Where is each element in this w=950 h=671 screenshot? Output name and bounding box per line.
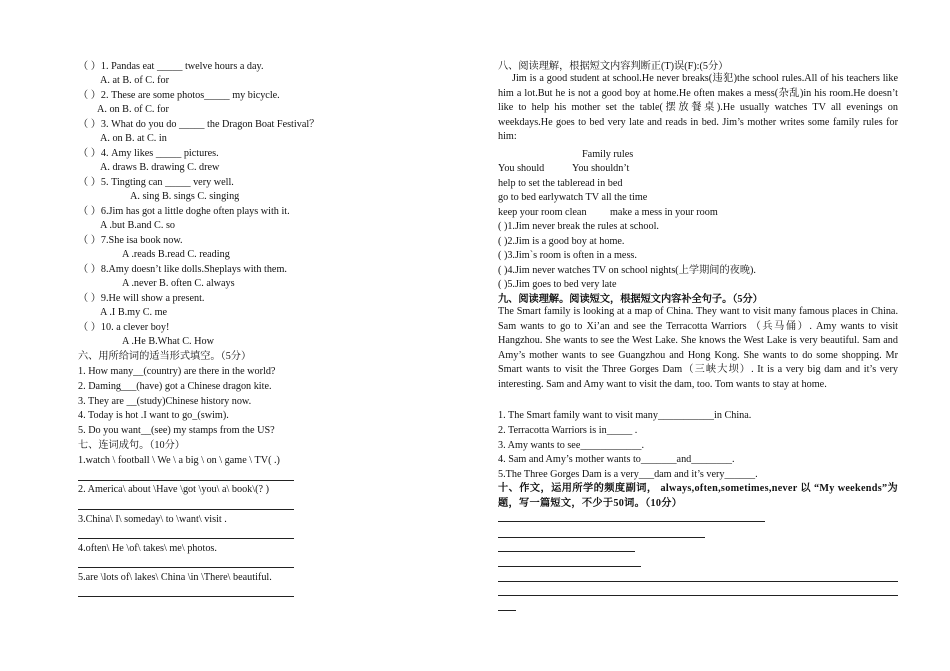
rules-row-1-a: You should [498,163,545,174]
mc-options-4: A. draws B. drawing C. drew [100,162,220,173]
rules-row-2: help to set the tableread in bed [498,178,623,189]
fill-item-3: 3. They are __(study)Chinese history now. [78,396,252,407]
fill-sentence-2: 2. Terracotta Warriors is in_____ . [498,425,638,436]
reorder-item-4: 4.often\ He \of\ takes\ me\ photos. [78,543,217,554]
tf-item-1: ( )1.Jim never break the rules at school. [498,221,659,232]
reorder-item-5: 5.are \lots of\ lakes\ China \in \There\ beautiful. [78,572,272,583]
rules-title: Family rules [582,149,634,160]
tf-item-3: ( )3.Jim`s room is often in a mess. [498,250,637,261]
mc-question-2: （ ）2. These are some photos_____ my bicycle. [78,90,280,101]
rules-row-3: go to bed earlywatch TV all the time [498,192,648,203]
section-9-title: 九、阅读理解。阅读短文，根据短文内容补全句子。（5分） [498,294,763,305]
answer-line-3 [78,538,294,539]
mc-question-6: （ ）6.Jim has got a little doghe often plays with it. [78,206,290,217]
section-10-title: 十、作文，运用所学的频度副词， always,often,sometimes,never 以 “My weekends”为题，写一篇短文，不少于50词。（10分） [498,483,898,509]
essay-line-4 [498,566,641,567]
answer-line-2 [78,509,294,510]
answer-line-5 [78,596,294,597]
mc-question-8: （ ）8.Amy doesn’t like dolls.Sheplays with them. [78,264,287,275]
fill-item-4: 4. Today is hot .I want to go_(swim). [78,410,229,421]
fill-item-5: 5. Do you want__(see) my stamps from the US? [78,425,275,436]
mc-question-10: （ ）10. a clever boy! [78,322,170,333]
mc-options-2: A. on B. of C. for [97,104,169,115]
reorder-item-2: 2. America\ about \Have \got \you\ a\ book\(? ) [78,484,269,495]
essay-line-1 [498,521,765,522]
essay-line-3 [498,551,635,552]
reorder-item-1: 1.watch \ football \ We \ a big \ on \ game \ TV( .) [78,455,280,466]
section-8-passage: Jim is a good student at school.He never breaks(违犯)the school rules.All of his teachers like him a lot.But he is not a good boy at home.He often makes a mess(杂乱)in his room.He doesn’t like to help his mother set the table(摆放餐桌).He usually watches TV all evenings on weekdays.He goes to bed very late and reads in bed. Jim’s mother writes some family rules for him: [498,73,898,143]
mc-options-7: A .reads B.read C. reading [122,249,230,260]
mc-options-1: A. at B. of C. for [100,75,170,86]
mc-options-10: A .He B.What C. How [122,336,214,347]
mc-options-6: A .but B.and C. so [100,220,175,231]
mc-question-1: （ ）1. Pandas eat _____ twelve hours a day. [78,61,264,72]
fill-sentence-3: 3. Amy wants to see____________. [498,440,645,451]
section-9-passage: The Smart family is looking at a map of China. They want to visit many famous places in China. Sam wants to go to Xi’an and see the Terracotta Warriors （兵马俑）. Amy wants to visit Hangzhou. She wants to see the West Lake. She knows the West Lake is very beautiful. Sam and Amy’s mother wants to see Guangzhou and Hong Kong. She wants to do some shopping. Mr Smart wants to visit the Three Gorges Dam（三峡大坝）. It is a very big dam and it’s very interesting. Sam and Amy want to visit the dam, too. Tom wants to stay at home. [498,306,898,390]
fill-item-1: 1. How many__(country) are there in the world? [78,366,276,377]
mc-options-8: A .never B. often C. always [122,278,235,289]
tf-item-4: ( )4.Jim never watches TV on school nights(上学期间的夜晚). [498,265,756,276]
fill-sentence-4: 4. Sam and Amy’s mother wants to_______and________. [498,454,735,465]
mc-question-5: （ ）5. Tingting can _____ very well. [78,177,234,188]
mc-options-5: A. sing B. sings C. singing [130,191,240,202]
mc-options-9: A .I B.my C. me [100,307,168,318]
essay-line-6 [498,595,898,596]
section-8-title: 八、阅读理解，根据短文内容判断正(T)误(F):(5分） [498,61,729,72]
essay-line-7 [498,610,516,611]
essay-line-5 [498,581,898,582]
rules-row-1-b: You shouldn’t [572,163,630,174]
mc-question-7: （ ）7.She isa book now. [78,235,183,246]
rules-row-4-a: keep your room clean [498,207,587,218]
tf-item-2: ( )2.Jim is a good boy at home. [498,236,625,247]
mc-question-4: （ ）4. Amy likes _____ pictures. [78,148,219,159]
reorder-item-3: 3.China\ I\ someday\ to \want\ visit . [78,514,227,525]
mc-question-3: （ ）3. What do you do _____ the Dragon Boat Festival？ [78,119,320,130]
mc-question-9: （ ）9.He will show a present. [78,293,205,304]
tf-item-5: ( )5.Jim goes to bed very late [498,279,617,290]
answer-line-4 [78,567,294,568]
rules-row-4-b: make a mess in your room [610,207,718,218]
section-7-title: 七、连词成句。（10分） [78,440,185,451]
fill-sentence-5: 5.The Three Gorges Dam is a very___dam and it’s very______. [498,469,758,480]
section-6-title: 六、用所给词的适当形式填空。（5分） [78,351,252,362]
mc-options-3: A. on B. at C. in [100,133,167,144]
essay-line-2 [498,537,705,538]
fill-item-2: 2. Daming___(have) got a Chinese dragon kite. [78,381,272,392]
fill-sentence-1: 1. The Smart family want to visit many___________in China. [498,410,752,421]
answer-line-1 [78,480,294,481]
